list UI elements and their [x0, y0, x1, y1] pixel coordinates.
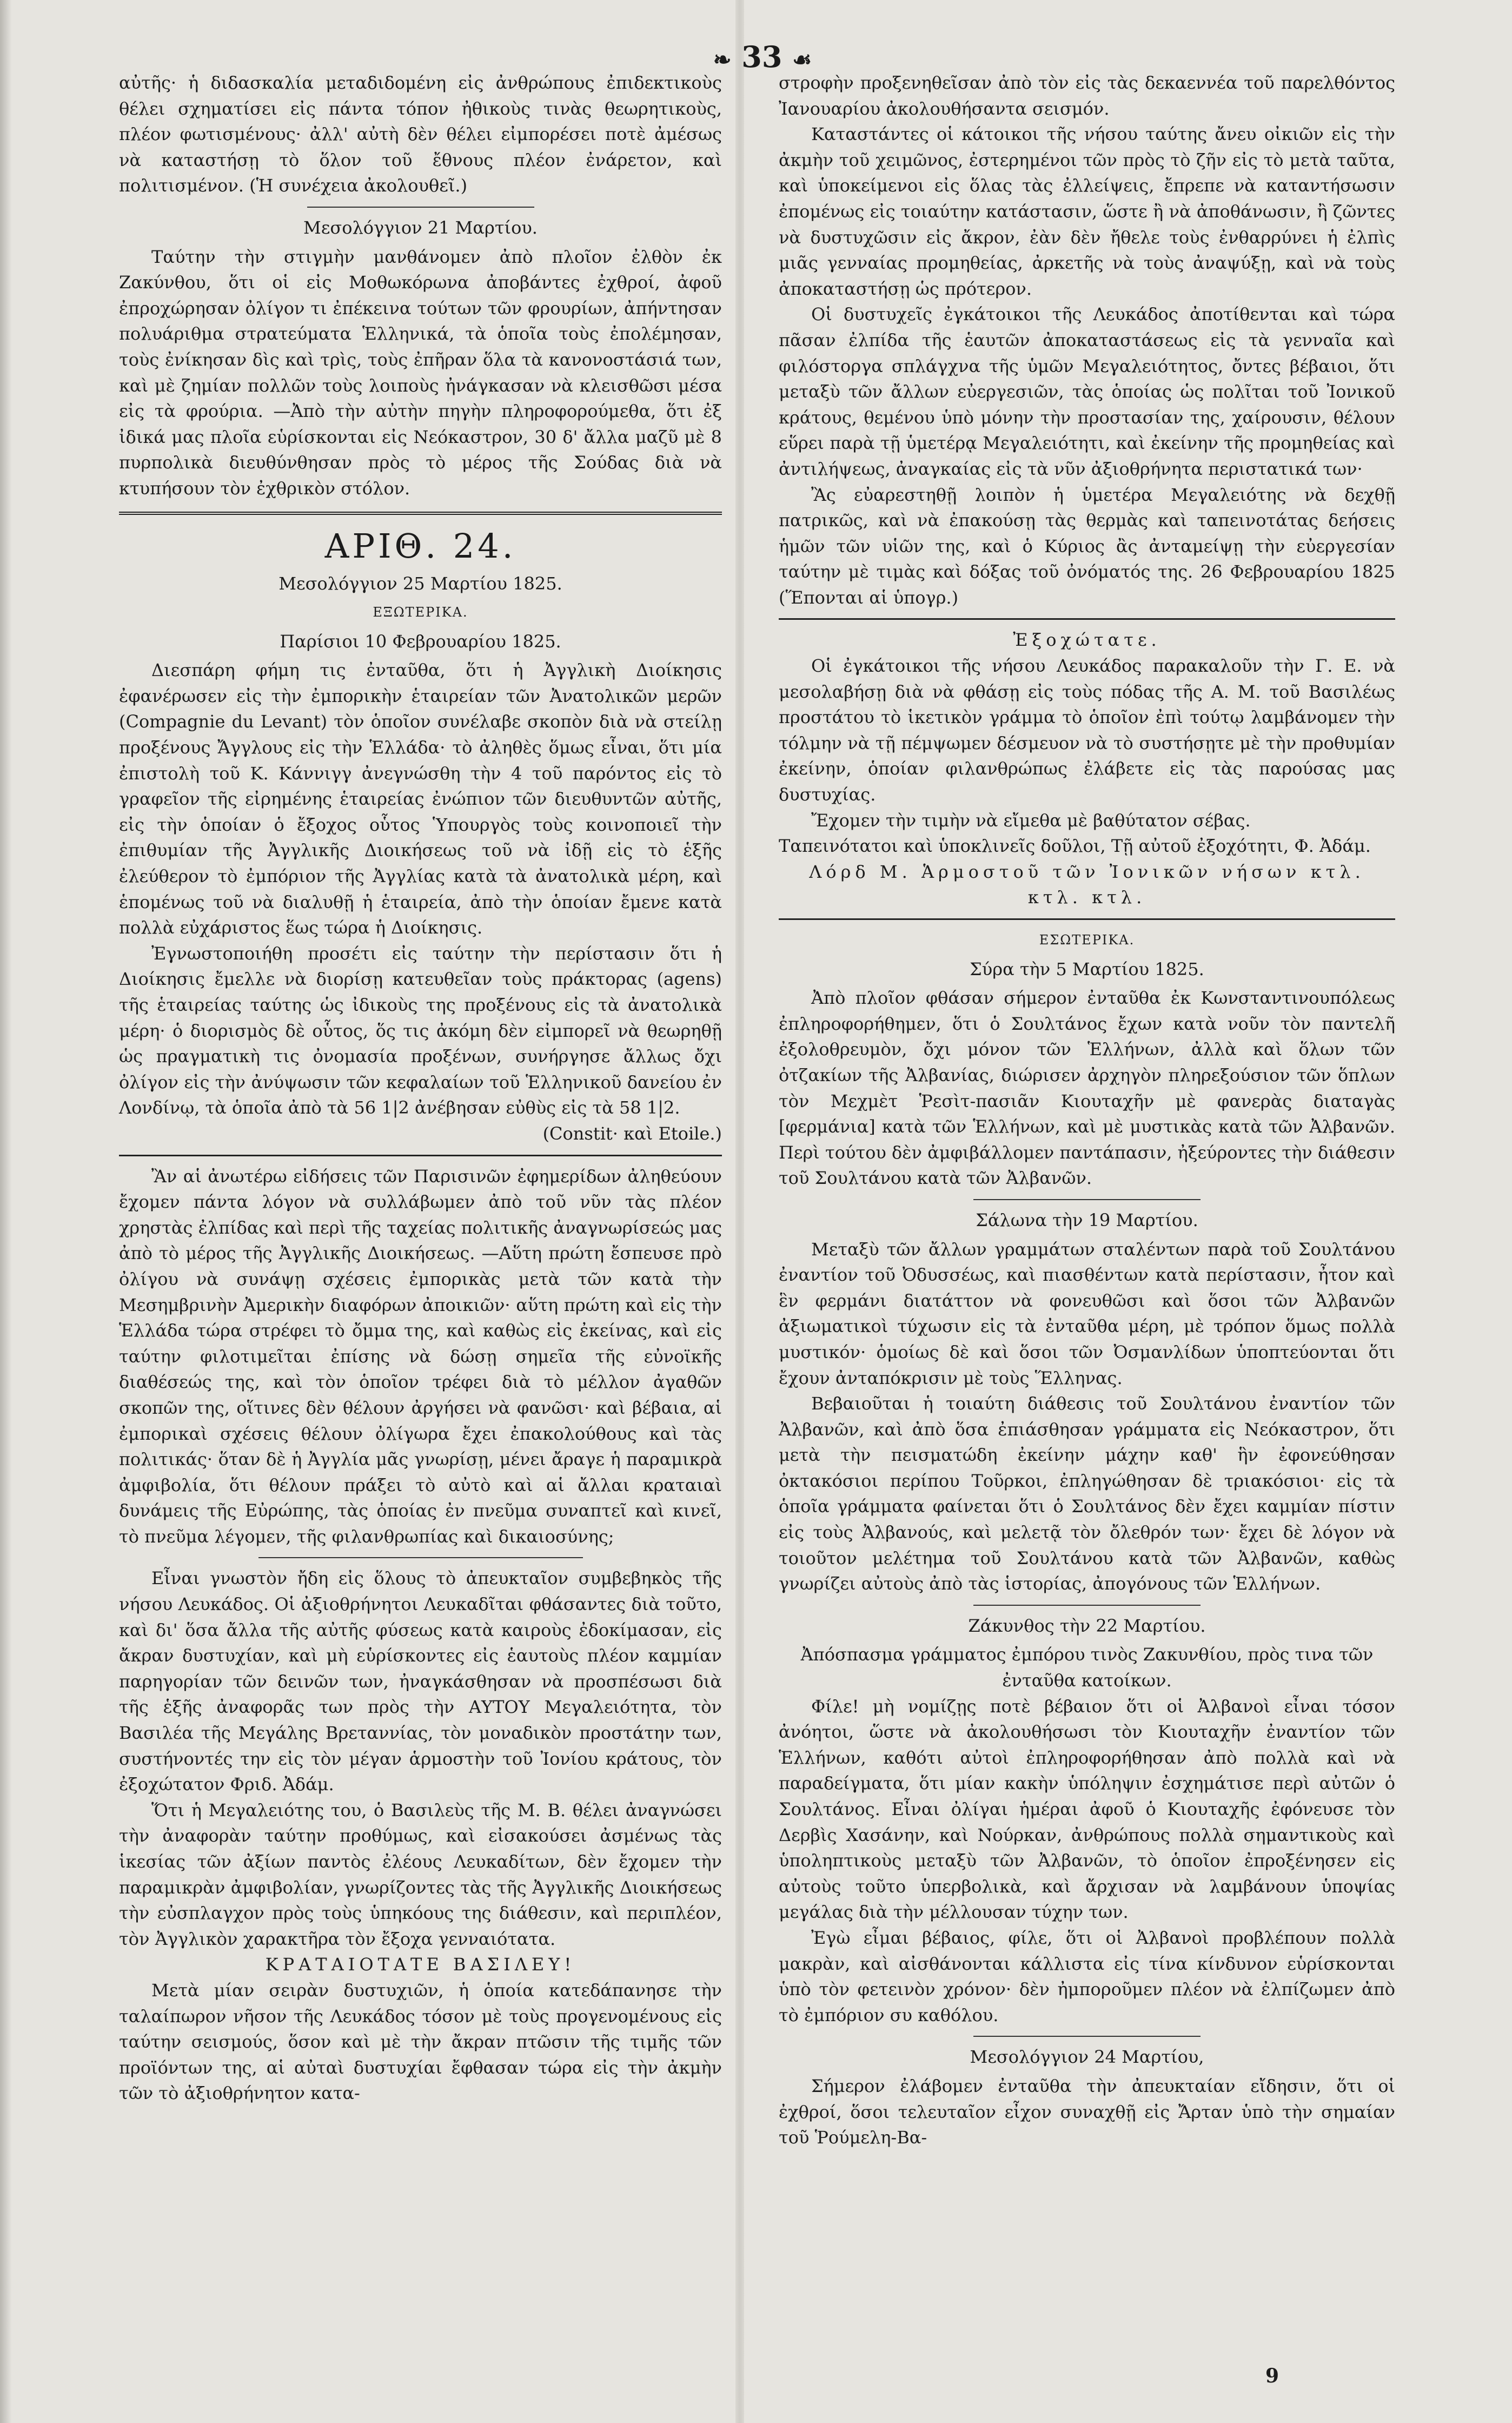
divider: [973, 2036, 1201, 2037]
article-paragraph: Διεσπάρη φήμη τις ἐνταῦθα, ὅτι ἡ Ἀγγλικὴ Διοίκησις ἐφανέρωσεν εἰς τὴν ἐμπορικὴν ἑταιρείαν τῶν Ἀνατολικῶν μερῶν (Compagnie du Levant) τὸν ὁποῖον συνέλαβε σκοπὸν διὰ νὰ στείλῃ προξένους Ἄγγλους εἰς τὴν Ἑλλάδα· τὸ ἀληθὲς ὅμως εἶναι, ὅτι μία ἐπιστολὴ τοῦ Κ. Κάννιγγ ἀνεγνώσθη τὴν 4 τοῦ παρόντος εἰς τὸ γραφεῖον τῆς εἰρημένης ἑταιρείας ἐνώπιον τῶν διευθυντῶν αὐτῆς, εἰς τὴν ὁποίαν ὁ ἔξοχος οὗτος Ὑπουργὸς τοὺς κοινοποιεῖ τὴν ἐπιθυμίαν τῆς Ἀγγλικῆς Διοικήσεως τοῦ νὰ ἰδῇ εἰς τὸ ἑξῆς ἐλεύθερον τὸ ἐμπόριον τῆς Ἀγγλίας κατὰ τὰ ἀνατολικὰ μέρη, καὶ ἑπομένως τοῦ νὰ διαλυθῇ ἡ ἑταιρεία, ἀπὸ τὴν ὁποίαν ἔμενε κατὰ πολλὰ εὐχάριστος ἕως τώρα ἡ Διοίκησις.: [119, 660, 722, 938]
ornament-left-icon: ❧: [713, 47, 732, 72]
article-paragraph: Οἱ ἐγκάτοικοι τῆς νήσου Λευκάδος παρακαλοῦν τὴν Γ. Ε. νὰ μεσολαβήσῃ διὰ νὰ φθάσῃ εἰς τοὺς πόδας τῆς Α. Μ. τοῦ Βασιλέως προστάτου τὸ ἱκετικὸν γράμμα τὸ ὁποῖον ἐπὶ τούτῳ λαμβάνομεν τὴν τόλμην νὰ τῇ πέμψωμεν δέσμευον νὰ τὸ συστήσῃτε μὲ τὴν προθυμίαν ἐκείνην, ὁποίαν φιλανθρώπως ἐλάβετε εἰς τὰς παρούσας μας δυστυχίας.: [779, 656, 1395, 805]
dateline: Μεσολόγγιον 25 Μαρτίου 1825.: [278, 573, 562, 594]
divider: [119, 1155, 722, 1156]
dateline: Μεσολόγγιον 21 Μαρτίου.: [303, 217, 538, 238]
salutation: Ἐξοχώτατε.: [1013, 630, 1161, 651]
column-fold: [735, 0, 744, 2423]
signature-line: Λόρδ Μ. Ἁρμοστοῦ τῶν Ἰονικῶν νήσων κτλ. κτλ. κτλ.: [809, 861, 1365, 908]
address-heading: ΚΡΑΤΑΙΟΤΑΤΕ ΒΑΣΙΛΕΥ!: [265, 1954, 576, 1975]
article-paragraph: στροφὴν προξενηθεῖσαν ἀπὸ τὸν εἰς τὰς δεκαεννέα τοῦ παρελθόντος Ἰανουαρίου ἀκολουθήσαντα σεισμόν.: [779, 72, 1395, 119]
article-paragraph: Μετὰ μίαν σειρὰν δυστυχιῶν, ἡ ὁποία κατεδάπανησε τὴν ταλαίπωρον νῆσον τῆς Λευκάδος τόσον μὲ τοὺς προγενομένους εἰς ταύτην σεισμούς, ὅσον καὶ μὲ τὴν ἄκραν πτῶσιν τῆς τιμῆς τῶν προϊόντων της, αἱ αὐταὶ δυστυχίαι ἔφθασαν τώρα εἰς τὴν ἀκμὴν τῶν τὸ ἀξιοθρήνητον κατα-: [119, 1980, 722, 2104]
article-subtitle: Ἀπόσπασμα γράμματος ἐμπόρου τινὸς Ζακυνθίου, πρὸς τινα τῶν ἐνταῦθα κατοίκων.: [800, 1644, 1374, 1691]
right-column: [779, 70, 1395, 2151]
footer-number: 9: [1265, 2365, 1279, 2387]
article-paragraph: Ἐγὼ εἶμαι βέβαιος, φίλε, ὅτι οἱ Ἀλβανοὶ προβλέπουν πολλὰ μακρὰν, καὶ αἰσθάνονται κάλλιστα εἰς τίνα κίνδυνον εὑρίσκονται ὑπὸ τὸν φετεινὸν χρόνον· δὲν ἠμποροῦμεν πλέον νὰ ἐλπίζωμεν ἀπὸ τὸ ἐμπόριον συ καθόλου.: [779, 1927, 1395, 2025]
section-label: ΕΞΩΤΕΡΙΚΑ.: [373, 605, 468, 620]
dateline: Ζάκυνθος τὴν 22 Μαρτίου.: [968, 1615, 1206, 1636]
article-paragraph: Καταστάντες οἱ κάτοικοι τῆς νήσου ταύτης ἄνευ οἰκιῶν εἰς τὴν ἀκμὴν τοῦ χειμῶνος, ἐστερημένοι τῶν πρὸς τὸ ζῆν εἰς τὸ μετὰ ταῦτα, καὶ ὑποκείμενοι εἰς ὅλας τὰς ἐλλείψεις, ἔπρεπε νὰ καταντήσωσιν ἐπομένως εἰς τοιαύτην κατάστασιν, ὥστε ἢ νὰ ἀποθάνωσιν, ἢ ζῶντες νὰ δυστυχῶσιν εἰς ἄκρον, ἐὰν δὲν ἤθελε τοὺς ἐνθαρρύνει ἡ ἐλπὶς μιᾶς γενναίας προμηθείας, ἀρκετῆς νὰ τοὺς ἀναψύξῃ, καὶ νὰ τοὺς ἀποκαταστήσῃ ὡς πρότερον.: [779, 124, 1395, 299]
article-paragraph: Ἀπὸ πλοῖον φθάσαν σήμερον ἐνταῦθα ἐκ Κωνσταντινουπόλεως ἐπληροφορήθημεν, ὅτι ὁ Σουλτάνος ἔχων κατὰ νοῦν τὸν παντελῆ ἐξολοθρευμὸν, ὄχι μόνον τῶν Ἑλλήνων, ἀλλὰ καὶ ὅλων τῶν ὀτζακίων τῆς Ἀλβανίας, διώρισεν ἀρχηγὸν πληρεξούσιον τῶν ὅπλων τὸν Μεχμὲτ Ῥεσὶτ-πασιᾶν Κιουταχῆν μὲ φανερὰς διαταγὰς [φερμάνια] κατὰ τῶν Ἑλλήνων, καὶ μὲ μυστικὰς κατὰ τῶν Ἀλβανῶν. Περὶ τούτου δὲν ἀμφιβάλλομεν παντάπασιν, ἠξεύροντες τὴν διάθεσιν τοῦ Σουλτάνου κατὰ τῶν Ἀλβανῶν.: [779, 988, 1395, 1189]
dateline: Σύρα τὴν 5 Μαρτίου 1825.: [970, 958, 1204, 979]
dateline: Μεσολόγγιον 24 Μαρτίου,: [970, 2047, 1204, 2068]
article-paragraph: Ἂν αἱ ἀνωτέρω εἰδήσεις τῶν Παρισινῶν ἐφημερίδων ἀληθεύουν ἔχομεν πάντα λόγον νὰ συλλάβωμεν ἀπὸ τοῦ νῦν τὰς πλέον χρηστὰς ἐλπίδας καὶ περὶ τῆς ταχείας πολιτικῆς ἀναγνωρίσεώς μας ἀπὸ τὸ μέρος τῆς Ἀγγλικῆς Διοικήσεως. —Αὕτη πρώτη ἔσπευσε πρὸ ὀλίγου νὰ συνάψῃ σχέσεις ἐμπορικὰς μετὰ τῶν κατὰ τὴν Μεσημβρινὴν Ἀμερικὴν διαφόρων ἀποικιῶν· αὕτη πρώτη καὶ εἰς τὴν Ἑλλάδα τώρα στρέφει τὸ ὄμμα της, καὶ καθὼς εἰς ἐκείνας, καὶ εἰς ταύτην φιλοτιμεῖται ἐπίσης νὰ δώσῃ σημεῖα τῆς εὐνοϊκῆς διαθέσεώς της, καὶ τὸν ὁποῖον τρέφει διὰ τὸ μέλλον ἀγαθῶν σκοπῶν της, οἵτινες δὲν θέλουν ἀργήσει νὰ φανῶσι· καὶ βέβαια, αἱ ἐμπορικαὶ σχέσεις θέλουν ὀλίγωρα ἔχει ἐπακολούθους καὶ τὰς πολιτικάς· ὅταν δὲ ἡ Ἀγγλία μᾶς γνωρίσῃ, μένει ἄραγε ἡ παραμικρὰ ἀμφιβολία, ὅτι θέλουν πράξει τὸ αὐτὸ καὶ αἱ ἄλλαι κραταιαὶ δυνάμεις τῆς Εὐρώπης, τὰς ὁποίας ἐν πνεῦμα συναπτεῖ καὶ κινεῖ, τὸ πνεῦμα λέγομεν, τῆς φιλανθρωπίας καὶ δικαιοσύνης;: [119, 1166, 722, 1547]
ornament-right-icon: ☙: [792, 47, 812, 72]
left-column: [119, 70, 722, 2107]
divider: [973, 1605, 1201, 1606]
signature-line: Ταπεινότατοι καὶ ὑποκλινεῖς δοῦλοι, Τῇ αὐτοῦ ἐξοχότητι, Φ. Ἀδάμ.: [779, 836, 1371, 857]
page-edge-shadow: [0, 0, 12, 2423]
article-paragraph: Βεβαιοῦται ἡ τοιαύτη διάθεσις τοῦ Σουλτάνου ἐναντίον τῶν Ἀλβανῶν, καὶ ἀπὸ ὅσα ἐπιάσθησαν γράμματα εἰς Νεόκαστρον, ὅτι μετὰ τὴν πεισματώδη ἐκείνην μάχην καθ' ἣν ἐφονεύθησαν ὀκτακόσιοι περίπου Τοῦρκοι, ἐπληγώθησαν δὲ τριακόσιοι· εἰς τὰ ὁποῖα γράμματα φαίνεται ὅτι ὁ Σουλτάνος δὲν ἔχει καμμίαν πίστιν εἰς τοὺς Ἀλβανούς, καὶ μελετᾷ τὸν ὄλεθρόν των· ἔχει δὲ λόγον νὰ τοιοῦτον μελέτημα τοῦ Σουλτάνου κατὰ τῶν Ἀλβανῶν, καθὼς γνωρίζει αὐτοὺς ἀπὸ τὰς ἱστορίας, ἀπογόνους τῶν Ἑλλήνων.: [779, 1393, 1395, 1594]
dateline: Παρίσιοι 10 Φεβρουαρίου 1825.: [280, 631, 561, 652]
article-paragraph: Φίλε! μὴ νομίζῃς ποτὲ βέβαιον ὅτι οἱ Ἀλβανοὶ εἶναι τόσον ἀνόητοι, ὥστε νὰ ἀκολουθήσωσι τὸν Κιουταχῆν ἐναντίον τῶν Ἑλλήνων, καθότι αὐτοὶ ἐπληροφορήθησαν ἀπὸ πολλὰ καὶ νὰ παραδείγματα, ὅτι μίαν κακὴν ὑπόληψιν ἐσχημάτισε περὶ αὐτῶν ὁ Σουλτάνος. Εἶναι ὀλίγαι ἡμέραι ἀφοῦ ὁ Κιουταχῆς ἐφόνευσε τὸν Δερβὶς Χασάνην, καὶ Νούρκαν, ἀνθρώπους πολλὰ σημαντικοὺς καὶ ὑποληπτικοὺς μεταξὺ τῶν Ἀλβανῶν, τὸ ὁποῖον ἐπροξένησεν εἰς αὐτοὺς τοῦτο ὑπερβολικὰ, καὶ ἄρχισαν νὰ λαμβάνουν ὑποψίας μεγάλας διὰ τὴν μέλλουσαν τύχην των.: [779, 1696, 1395, 1923]
article-paragraph: Ἐγνωστοποιήθη προσέτι εἰς ταύτην τὴν περίστασιν ὅτι ἡ Διοίκησις ἔμελλε νὰ διορίσῃ κατευθεῖαν τοὺς πράκτορας (agens) τῆς ἑταιρείας ταύτης ὡς ἰδικοὺς της προξένους εἰς τὰ ἀνατολικὰ μέρη· ὁ διορισμὸς δὲ οὗτος, ὅς τις ἀκόμη δὲν εἰμπορεῖ νὰ θεωρηθῇ ὡς πραγματικὴ τις ὀνομασία προξένων, συνήργησε ἄλλως ὄχι ὀλίγον εἰς τὴν ἀνύψωσιν τῶν κεφαλαίων τοῦ Ἑλληνικοῦ δανείου ἐν Λονδίνῳ, τὰ ὁποῖα ἀπὸ τὰ 56 1|2 ἀνέβησαν εὐθὺς εἰς τὰ 58 1|2.: [119, 943, 722, 1118]
article-paragraph: αὐτῆς· ἡ διδασκαλία μεταδιδομένη εἰς ἀνθρώπους ἐπιδεκτικοὺς θέλει σχηματίσει εἰς πάντα τόπον ἠθικοὺς τινὰς θεωρητικοὺς, πλέον φωτισμένους· ἀλλ' αὐτὴ δὲν θέλει εἰμπορέσει ποτὲ ἀμέσως νὰ καταστήσῃ τὸ ὅλον τοῦ ἔθνους πλέον ἐνάρετον, καὶ πολιτισμένον. (Ἡ συνέχεια ἀκολουθεῖ.): [119, 72, 722, 196]
divider: [973, 1199, 1201, 1200]
issue-heading: ΑΡΙΘ. 24.: [324, 526, 516, 566]
divider: [779, 918, 1395, 920]
article-paragraph: Οἱ δυστυχεῖς ἐγκάτοικοι τῆς Λευκάδος ἀποτίθενται καὶ τώρα πᾶσαν ἐλπίδα τῆς ἑαυτῶν ἀποκαταστάσεως εἰς τὰ γενναῖα καὶ φιλόστοργα σπλάγχνα τῆς ὑμῶν Μεγαλειότητος, ὄντες βέβαιοι, ὅτι μεταξὺ τῶν ἄλλων εὐεργεσιῶν, τὰς ὁποίας ὡς πολῖται τοῦ Ἰονικοῦ κράτους, θεμένου ὑπὸ μόνην τὴν προστασίαν της, χαίρουσιν, θέλουν εὕρει παρὰ τῇ ὑμετέρᾳ Μεγαλειότητι, καὶ ἐκείνην τῆς προμηθείας καὶ ἀντιλήψεως, ἀναγκαίας εἰς τὰ νῦν ἀξιοθρήνητα περιστατικά των·: [779, 304, 1395, 479]
section-label: ΕΣΩΤΕΡΙΚΑ.: [1039, 932, 1135, 948]
divider: [307, 207, 534, 208]
article-paragraph: Ὅτι ἡ Μεγαλειότης του, ὁ Βασιλεὺς τῆς Μ. Β. θέλει ἀναγνώσει τὴν ἀναφορὰν ταύτην προθύμως, καὶ εἰσακούσει ἀσμένως τὰς ἱκεσίας τῶν ἀξίων παντὸς ἐλέους Λευκαδίτων, δὲν ἔχομεν τὴν παραμικρὰν ἀμφιβολίαν, γνωρίζοντες τὰς τῆς Ἀγγλικῆς Διοικήσεως τὴν εὐσπλαγχον πρὸς τοὺς ὑπηκόους της διάθεσιν, καὶ περιπλέον, τὸν Ἀγγλικὸν χαρακτῆρα τὸν ἔξοχα γενναιότατα.: [119, 1799, 722, 1949]
source-citation: (Constit· καὶ Etoile.): [542, 1123, 722, 1144]
page-number: 33: [741, 39, 782, 74]
dateline: Σάλωνα τὴν 19 Μαρτίου.: [976, 1209, 1198, 1230]
article-paragraph: Μεταξὺ τῶν ἄλλων γραμμάτων σταλέντων παρὰ τοῦ Σουλτάνου ἐναντίον τοῦ Ὀδυσσέως, καὶ πιασθέντων κατὰ περίστασιν, ἦτον καὶ ἓν φερμάνι διατάττον νὰ φονευθῶσι καὶ ὅσοι τῶν Ἀλβανῶν ἀξιωματικοὶ τύχωσιν εἰς τὰ ἐνταῦθα μέρη, μὲ τρόπον ὅμως πολλὰ μυστικόν· ὁμοίως δὲ καὶ ὅσοι τῶν Ὀσμανλίδων ὑποπτεύονται ὅτι ἔχουν ἀνταπόκρισιν μὲ τοὺς Ἕλληνας.: [779, 1239, 1395, 1388]
divider: [779, 618, 1395, 620]
article-paragraph: Εἶναι γνωστὸν ἤδη εἰς ὅλους τὸ ἀπευκταῖον συμβεβηκὸς τῆς νήσου Λευκάδος. Οἱ ἀξιοθρήνητοι Λευκαδῖται φθάσαντες διὰ τοῦτο, καὶ δι' ὅσα ἄλλα τῆς αὐτῆς φύσεως κατὰ καιροὺς ἐδοκίμασαν, εἰς ἄκραν δυστυχίαν, καὶ μὴ εὑρίσκοντες εἰς ἑαυτοὺς πλέον καμμίαν παρηγορίαν τῶν δεινῶν των, ἠναγκάσθησαν νὰ προσπέσωσι διὰ τῆς ἑξῆς ἀναφορᾶς των πρὸς τὴν ΑΥΤΟΥ Μεγαλειότητα, τὸν Βασιλέα τῆς Μεγάλης Βρεταννίας, τὸν μοναδικὸν προστάτην των, συστήνοντές την εἰς τὸν μέγαν ἁρμοστὴν τοῦ Ἰονίου κράτους, τὸν ἐξοχώτατον Φριδ. Ἀδάμ.: [119, 1568, 722, 1795]
article-paragraph: Σήμερον ἐλάβομεν ἐνταῦθα τὴν ἀπευκταίαν εἴδησιν, ὅτι οἱ ἐχθροί, ὅσοι τελευταῖον εἶχον συναχθῇ εἰς Ἄρταν ὑπὸ τὴν σημαίαν τοῦ Ῥούμελη-Βα-: [779, 2075, 1395, 2148]
article-paragraph: Ἔχομεν τὴν τιμὴν νὰ εἴμεθα μὲ βαθύτατον σέβας.: [811, 810, 1251, 831]
section-divider: [119, 512, 722, 515]
article-paragraph: Ἂς εὐαρεστηθῇ λοιπὸν ἡ ὑμετέρα Μεγαλειότης νὰ δεχθῇ πατρικῶς, καὶ νὰ ἐπακούσῃ τὰς θερμὰς καὶ ταπεινοτάτας δεήσεις ἡμῶν τῶν υἱῶν της, καὶ ὁ Κύριος ἂς ἀνταμείψῃ τὴν εὐεργεσίαν ταύτην μὲ τιμὰς καὶ δόξας τοῦ ὀνόματός της. 26 Φεβρουαρίου 1825 (Ἕπονται αἱ ὑπογρ.): [779, 484, 1395, 608]
divider: [258, 1557, 583, 1558]
article-paragraph: Ταύτην τὴν στιγμὴν μανθάνομεν ἀπὸ πλοῖον ἐλθὸν ἐκ Ζακύνθου, ὅτι οἱ εἰς Μοθωκόρωνα ἀποβάντες ἐχθροί, ἀφοῦ ἐπροχώρησαν ὀλίγον τι ἐπέκεινα τούτων τῶν φρουρίων, ἀπήντησαν πολυάριθμα στρατεύματα Ἑλληνικά, τὰ ὁποῖα τοὺς ἐπολέμησαν, τοὺς ἐνίκησαν δὶς καὶ τρὶς, τοὺς ἐπῆραν ὅλα τὰ κανονοστάσιά των, καὶ μὲ ζημίαν πολλῶν τοὺς λοιποὺς ἠνάγκασαν νὰ κλεισθῶσι μέσα εἰς τὰ φρούρια. —Ἀπὸ τὴν αὐτὴν πηγὴν πληροφορούμεθα, ὅτι ἐξ ἰδικά μας πλοῖα εὑρίσκονται εἰς Νεόκαστρον, 30 δ' ἄλλα μαζῦ μὲ 8 πυρπολικὰ διευθύνθησαν πρὸς τὸ μέρος τῆς Σούδας διὰ νὰ κτυπήσουν τὸν ἐχθρικὸν στόλον.: [119, 246, 722, 499]
